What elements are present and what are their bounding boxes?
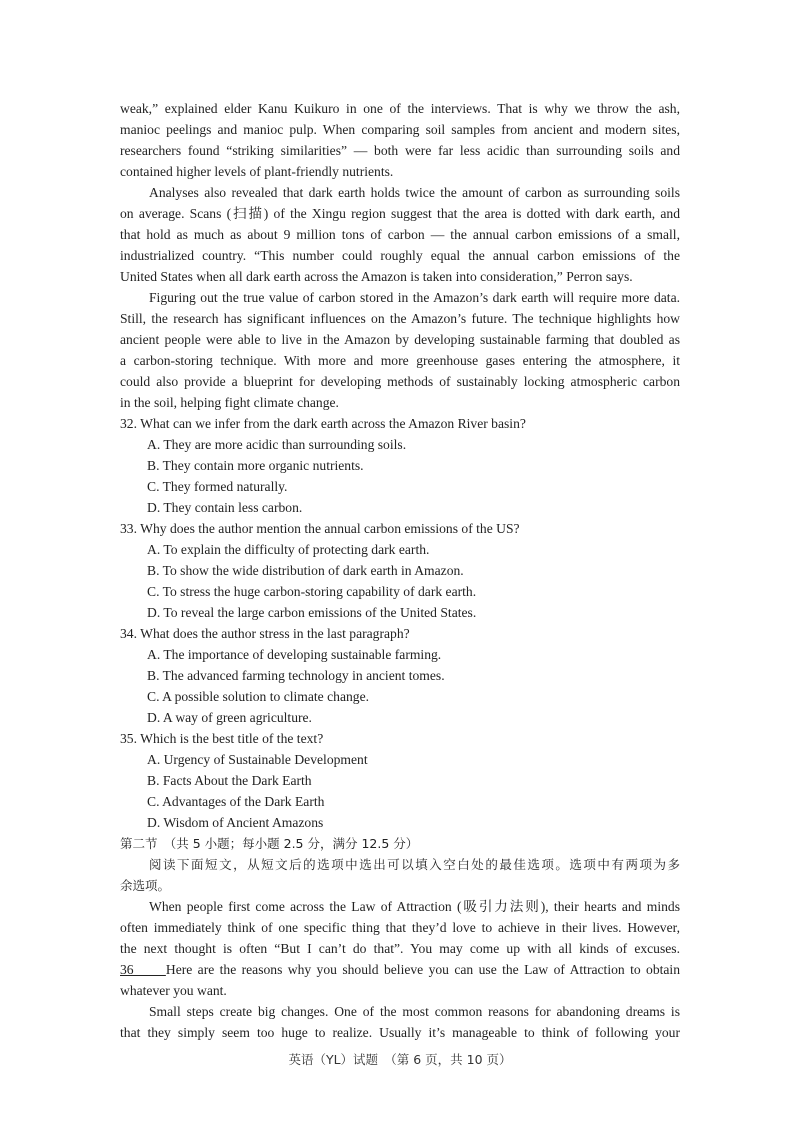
passage-line: Analyses also revealed that dark earth holds twice the amount of carbon as surrounding soils xyxy=(149,185,680,200)
passage-line: often immediately think of one specific thing that they’d love to achieve in their lives. However, xyxy=(120,920,680,935)
passage-line: could also provide a blueprint for developing methods of sustainably locking atmospheric carbon xyxy=(120,374,680,389)
passage-line: When people first come across the Law of Attraction (吸引力法则), their hearts and minds xyxy=(149,899,680,914)
passage-line: on average. Scans (扫描) of the Xingu region suggest that the area is dotted with dark earth, and xyxy=(120,206,680,221)
question-list xyxy=(120,413,680,833)
instruction-line-1: 阅读下面短文，从短文后的选项中选出可以填入空白处的最佳选项。选项中有两项为多 xyxy=(149,857,680,872)
question-stem: 34. What does the author stress in the last paragraph? xyxy=(120,626,410,641)
passage-line: contained higher levels of plant-friendly nutrients. xyxy=(120,164,394,179)
passage-line: ancient people were able to live in the Amazon by developing sustainable farming that doubled as xyxy=(120,332,680,347)
passage-line: researchers found “striking similarities” — both were far less acidic than surrounding soils and xyxy=(120,143,680,158)
answer-option: B. They contain more organic nutrients. xyxy=(147,458,364,473)
answer-option: B. To show the wide distribution of dark earth in Amazon. xyxy=(147,563,464,578)
passage-line: in the soil, helping fight climate change. xyxy=(120,395,339,410)
passage-line: Figuring out the true value of carbon stored in the Amazon’s dark earth will require more data. xyxy=(149,290,680,305)
answer-option: A. Urgency of Sustainable Development xyxy=(147,752,368,767)
passage-line: the next thought is often “But I can’t do that”. You may come up with all kinds of excuses. xyxy=(120,941,680,956)
passage-text: Here are the reasons why you should believe you can use the Law of Attraction to obtain xyxy=(165,962,680,977)
answer-option: D. They contain less carbon. xyxy=(147,500,303,515)
passage-line: that they simply seem too huge to realize. Usually it’s manageable to think of following your xyxy=(120,1025,680,1040)
instruction-line-2: 余选项。 xyxy=(120,878,171,893)
answer-option: C. To stress the huge carbon-storing capability of dark earth. xyxy=(147,584,477,599)
answer-option: D. Wisdom of Ancient Amazons xyxy=(147,815,324,830)
answer-option: C. Advantages of the Dark Earth xyxy=(147,794,325,809)
answer-option: D. To reveal the large carbon emissions of the United States. xyxy=(147,605,477,620)
section-2 xyxy=(120,833,680,1043)
passage-line xyxy=(120,959,680,980)
answer-option: A. To explain the difficulty of protecting dark earth. xyxy=(147,542,430,557)
passage-line: weak,” explained elder Kanu Kuikuro in one of the interviews. That is why we throw the ash, xyxy=(120,101,680,116)
passage-line: manioc peelings and manioc pulp. When comparing soil samples from ancient and modern sites, xyxy=(120,122,680,137)
answer-option: B. Facts About the Dark Earth xyxy=(147,773,312,788)
question-stem: 32. What can we infer from the dark earth across the Amazon River basin? xyxy=(120,416,526,431)
question-stem: 35. Which is the best title of the text? xyxy=(120,731,324,746)
page-footer: 英语（YL）试题 （第 6 页，共 10 页） xyxy=(288,1052,512,1067)
question-stem: 33. Why does the author mention the annual carbon emissions of the US? xyxy=(120,521,520,536)
answer-option: A. They are more acidic than surrounding soils. xyxy=(147,437,407,452)
passage-line: that hold as much as about 9 million tons of carbon — the annual carbon emissions of a small, xyxy=(120,227,680,242)
passage-line: Small steps create big changes. One of the most common reasons for abandoning dreams is xyxy=(149,1004,680,1019)
answer-option: A. The importance of developing sustainable farming. xyxy=(147,647,442,662)
passage-line: industrialized country. “This number could roughly equal the annual carbon emissions of the xyxy=(120,248,680,263)
passage-line: Still, the research has significant influences on the Amazon’s future. The technique highlights how xyxy=(120,311,680,326)
passage-line: United States when all dark earth across the Amazon is taken into consideration,” Perron says. xyxy=(120,269,633,284)
exam-page xyxy=(120,98,680,1043)
answer-option: D. A way of green agriculture. xyxy=(147,710,312,725)
answer-option: B. The advanced farming technology in ancient tomes. xyxy=(147,668,445,683)
reading-passage-c xyxy=(120,98,680,413)
passage-line: a carbon-storing technique. With more and more greenhouse gases entering the atmosphere, it xyxy=(120,353,680,368)
section-heading: 第二节 （共 5 小题；每小题 2.5 分，满分 12.5 分） xyxy=(120,836,419,851)
blank-36: 36 xyxy=(120,962,166,977)
answer-option: C. A possible solution to climate change. xyxy=(147,689,370,704)
answer-option: C. They formed naturally. xyxy=(147,479,288,494)
passage-line: whatever you want. xyxy=(120,983,227,998)
